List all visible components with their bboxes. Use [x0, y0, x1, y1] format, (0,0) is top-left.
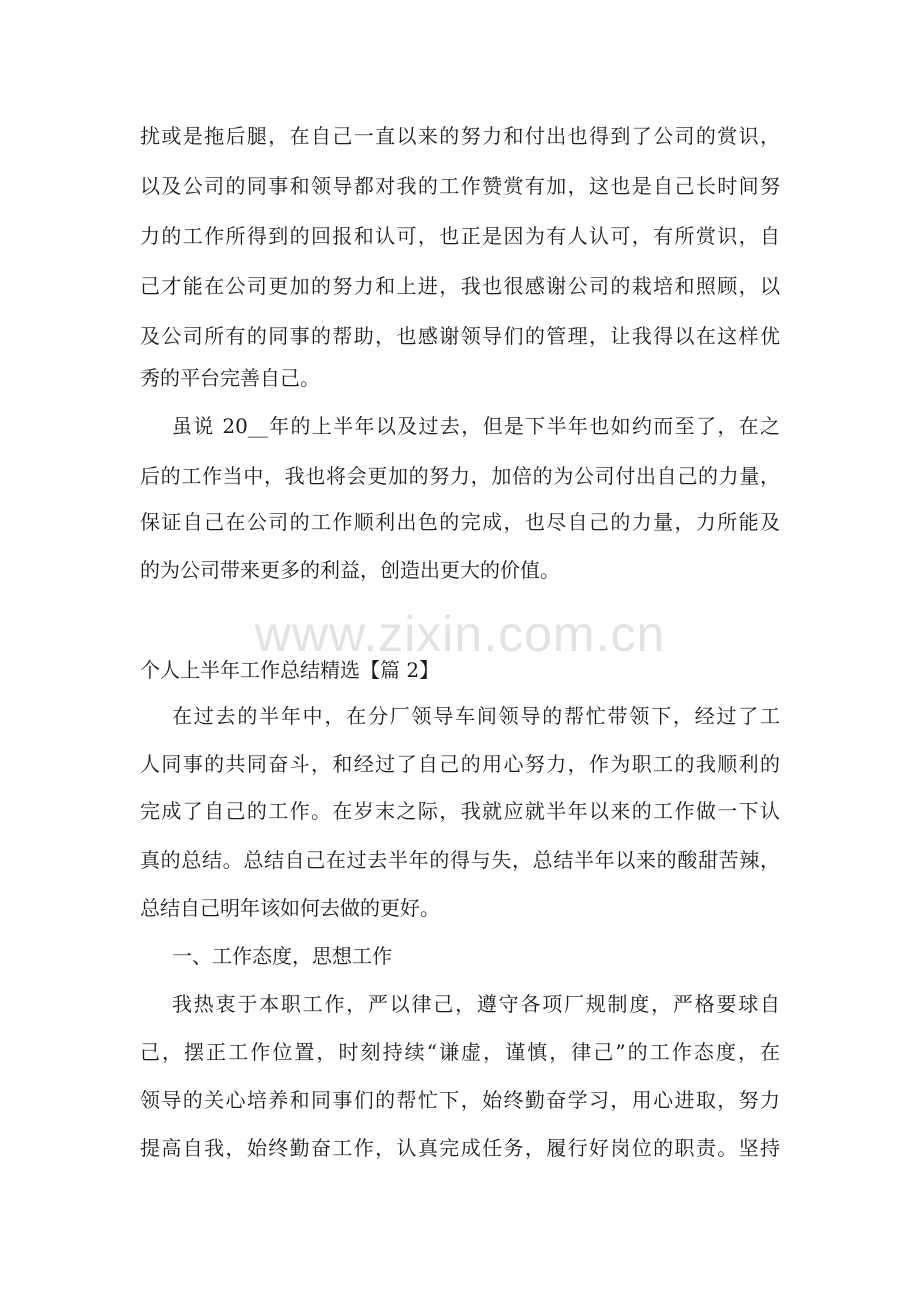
paragraph-1-line-2: 以及公司的同事和领导都对我的工作赞赏有加，这也是自己长时间努	[140, 174, 780, 198]
paragraph-3-line-2: 人同事的共同奋斗，和经过了自己的用心努力，作为职工的我顺利的	[140, 752, 780, 776]
paragraph-1-line-1: 扰或是拖后腿，在自己一直以来的努力和付出也得到了公司的赏识，	[140, 124, 780, 148]
paragraph-3-line-1: 在过去的半年中，在分厂领导车间领导的帮忙带领下，经过了工	[172, 704, 780, 728]
paragraph-2-line-4: 的为公司带来更多的利益，创造出更大的价值。	[140, 558, 560, 582]
paragraph-1-line-3: 力的工作所得到的回报和认可，也正是因为有人认可，有所赏识，自	[140, 224, 780, 248]
paragraph-3-line-4: 真的总结。总结自己在过去半年的得与失，总结半年以来的酸甜苦辣，	[140, 848, 780, 872]
paragraph-4-line-4: 提高自我，始终勤奋工作，认真完成任务，履行好岗位的职责。坚持	[140, 1136, 780, 1160]
paragraph-4-line-2: 己，摆正工作位置，时刻持续“谦虚，谨慎，律己”的工作态度，在	[140, 1040, 780, 1064]
paragraph-4-line-3: 领导的关心培养和同事们的帮忙下，始终勤奋学习，用心进取，努力	[140, 1088, 780, 1112]
paragraph-1-line-5: 及公司所有的同事的帮助，也感谢领导们的管理，让我得以在这样优	[140, 324, 780, 348]
paragraph-2-line-2: 后的工作当中，我也将会更加的努力，加倍的为公司付出自己的力量，	[140, 464, 780, 488]
paragraph-2-line-1: 虽说 20__年的上半年以及过去，但是下半年也如约而至了，在之	[172, 414, 780, 438]
paragraph-1-line-6: 秀的平台完善自己。	[140, 366, 320, 390]
section-heading: 个人上半年工作总结精选【篇 2】	[140, 658, 440, 682]
subheading: 一、工作态度，思想工作	[172, 944, 392, 968]
paragraph-1-line-4: 己才能在公司更加的努力和上进，我也很感谢公司的栽培和照顾，以	[140, 274, 780, 298]
paragraph-3-line-5: 总结自己明年该如何去做的更好。	[140, 896, 440, 920]
paragraph-4-line-1: 我热衷于本职工作，严以律己，遵守各项厂规制度，严格要球自	[172, 992, 780, 1016]
watermark: www.zixin.com.cn	[254, 606, 666, 662]
paragraph-2-line-3: 保证自己在公司的工作顺利出色的完成，也尽自己的力量，力所能及	[140, 510, 780, 534]
paragraph-3-line-3: 完成了自己的工作。在岁末之际，我就应就半年以来的工作做一下认	[140, 799, 780, 823]
